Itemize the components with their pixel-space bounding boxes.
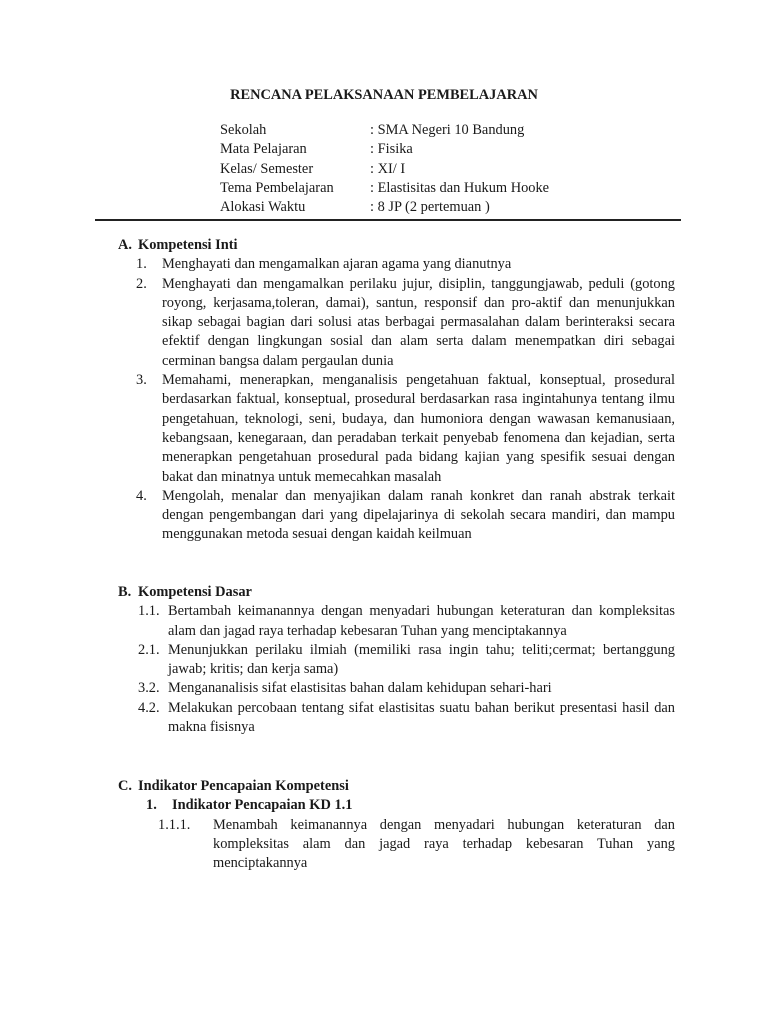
info-label: Kelas/ Semester <box>220 160 314 177</box>
item-text: Menunjukkan perilaku ilmiah (memiliki rasa ingin tahu; teliti;cermat; bertanggung jawab; kritis; dan kerja sama) <box>168 641 675 678</box>
info-row <box>220 160 549 179</box>
info-label: Sekolah <box>220 122 267 138</box>
subsection-title: Indikator Pencapaian KD 1.1 <box>172 797 353 814</box>
item-number: 2.1. <box>138 641 160 658</box>
section-indikator <box>118 777 675 873</box>
list-item <box>118 699 675 738</box>
item-text: Melakukan percobaan tentang sifat elastisitas suatu bahan berikut presentasi hasil dan makna fisisnya <box>168 699 675 736</box>
info-row <box>220 198 549 217</box>
list-item <box>118 602 675 641</box>
list-item <box>118 487 675 545</box>
section-letter: B. <box>118 584 132 600</box>
item-number: 1. <box>136 256 147 273</box>
section-heading <box>118 777 675 796</box>
item-text: Menghayati dan mengamalkan ajaran agama yang dianutnya <box>162 256 512 273</box>
item-text: Mengananalisis sifat elastisitas bahan dalam kehidupan sehari-hari <box>168 680 552 697</box>
item-text: Memahami, menerapkan, menganalisis pengetahuan faktual, konseptual, prosedural berdasarkan faktual, konseptual, prosedural berdasarkan rasa ingintahunya tentang ilmu pengetahuan, teknologi, seni, budaya, dan humoniora dengan wawasan kemanusiaan, kebangsaan, kenegaraan, dan peradaban terkait penyebab fenomena dan kejadian, serta menerapkan pengetahuan prosedural pada bidang kajian yang spesifik sesuai dengan bakat dan minatnya untuk memecahkan masalah <box>162 372 675 485</box>
info-label: Alokasi Waktu <box>220 199 306 216</box>
info-row <box>220 121 549 140</box>
section-kompetensi-inti <box>118 236 675 545</box>
indicator-number: 1.1.1. <box>158 816 191 833</box>
document-title: RENCANA PELAKSANAAN PEMBELAJARAN <box>230 87 538 103</box>
indicator-text: Menambah keimanannya dengan menyadari hubungan keteraturan dan kompleksitas alam dan jagad raya terhadap kebesaran Tuhan yang menciptakannya <box>213 816 675 872</box>
info-value: : 8 JP (2 pertemuan ) <box>370 199 490 216</box>
info-label: Tema Pembelajaran <box>220 179 334 196</box>
info-row <box>220 140 549 159</box>
item-number: 1.1. <box>138 603 160 620</box>
list-item <box>118 641 675 680</box>
list-item <box>118 679 675 698</box>
item-text: Mengolah, menalar dan menyajikan dalam ranah konkret dan ranah abstrak terkait dengan pengembangan dari yang dipelajarinya di sekolah secara mandiri, dan mampu menggunakan metoda sesuai dengan kaidah keilmuan <box>162 487 675 543</box>
info-value: : Fisika <box>370 141 413 158</box>
info-table <box>220 121 549 217</box>
indicator-item <box>118 816 675 874</box>
section-letter: C. <box>118 778 132 794</box>
info-value: : XI/ I <box>370 160 406 177</box>
info-label: Mata Pelajaran <box>220 141 307 158</box>
item-text: Menghayati dan mengamalkan perilaku jujur, disiplin, tanggungjawab, peduli (gotong royong, kerjasama,toleran, damai), santun, responsif dan pro-aktif dan menunjukkan sikap sebagai bagian dari solusi atas berbagai permasalahan dalam berinteraksi secara efektif dengan lingkungan sosial dan alam serta dalam menempatkan diri sebagai cerminan bangsa dalam pergaulan dunia <box>162 275 675 369</box>
item-number: 2. <box>136 275 147 292</box>
section-letter: A. <box>118 237 132 253</box>
subsection-number: 1. <box>146 797 157 814</box>
list-item <box>118 255 675 274</box>
section-title: Indikator Pencapaian Kompetensi <box>138 778 349 794</box>
item-number: 3.2. <box>138 680 160 697</box>
item-number: 4.2. <box>138 699 160 716</box>
item-number: 4. <box>136 487 147 504</box>
section-heading <box>118 583 675 602</box>
section-title: Kompetensi Inti <box>138 237 238 253</box>
section-heading <box>118 236 675 255</box>
header-divider <box>95 219 681 221</box>
info-value: : SMA Negeri 10 Bandung <box>370 122 525 138</box>
section-title: Kompetensi Dasar <box>138 584 252 600</box>
subsection-heading <box>118 796 675 815</box>
list-item <box>118 371 675 487</box>
section-kompetensi-dasar <box>118 583 675 737</box>
item-text: Bertambah keimanannya dengan menyadari hubungan keteraturan dan kompleksitas alam dan jagad raya terhadap kebesaran Tuhan yang menciptakannya <box>168 603 675 639</box>
list-item <box>118 275 675 371</box>
info-row <box>220 179 549 198</box>
item-number: 3. <box>136 372 147 389</box>
info-value: : Elastisitas dan Hukum Hooke <box>370 179 550 196</box>
